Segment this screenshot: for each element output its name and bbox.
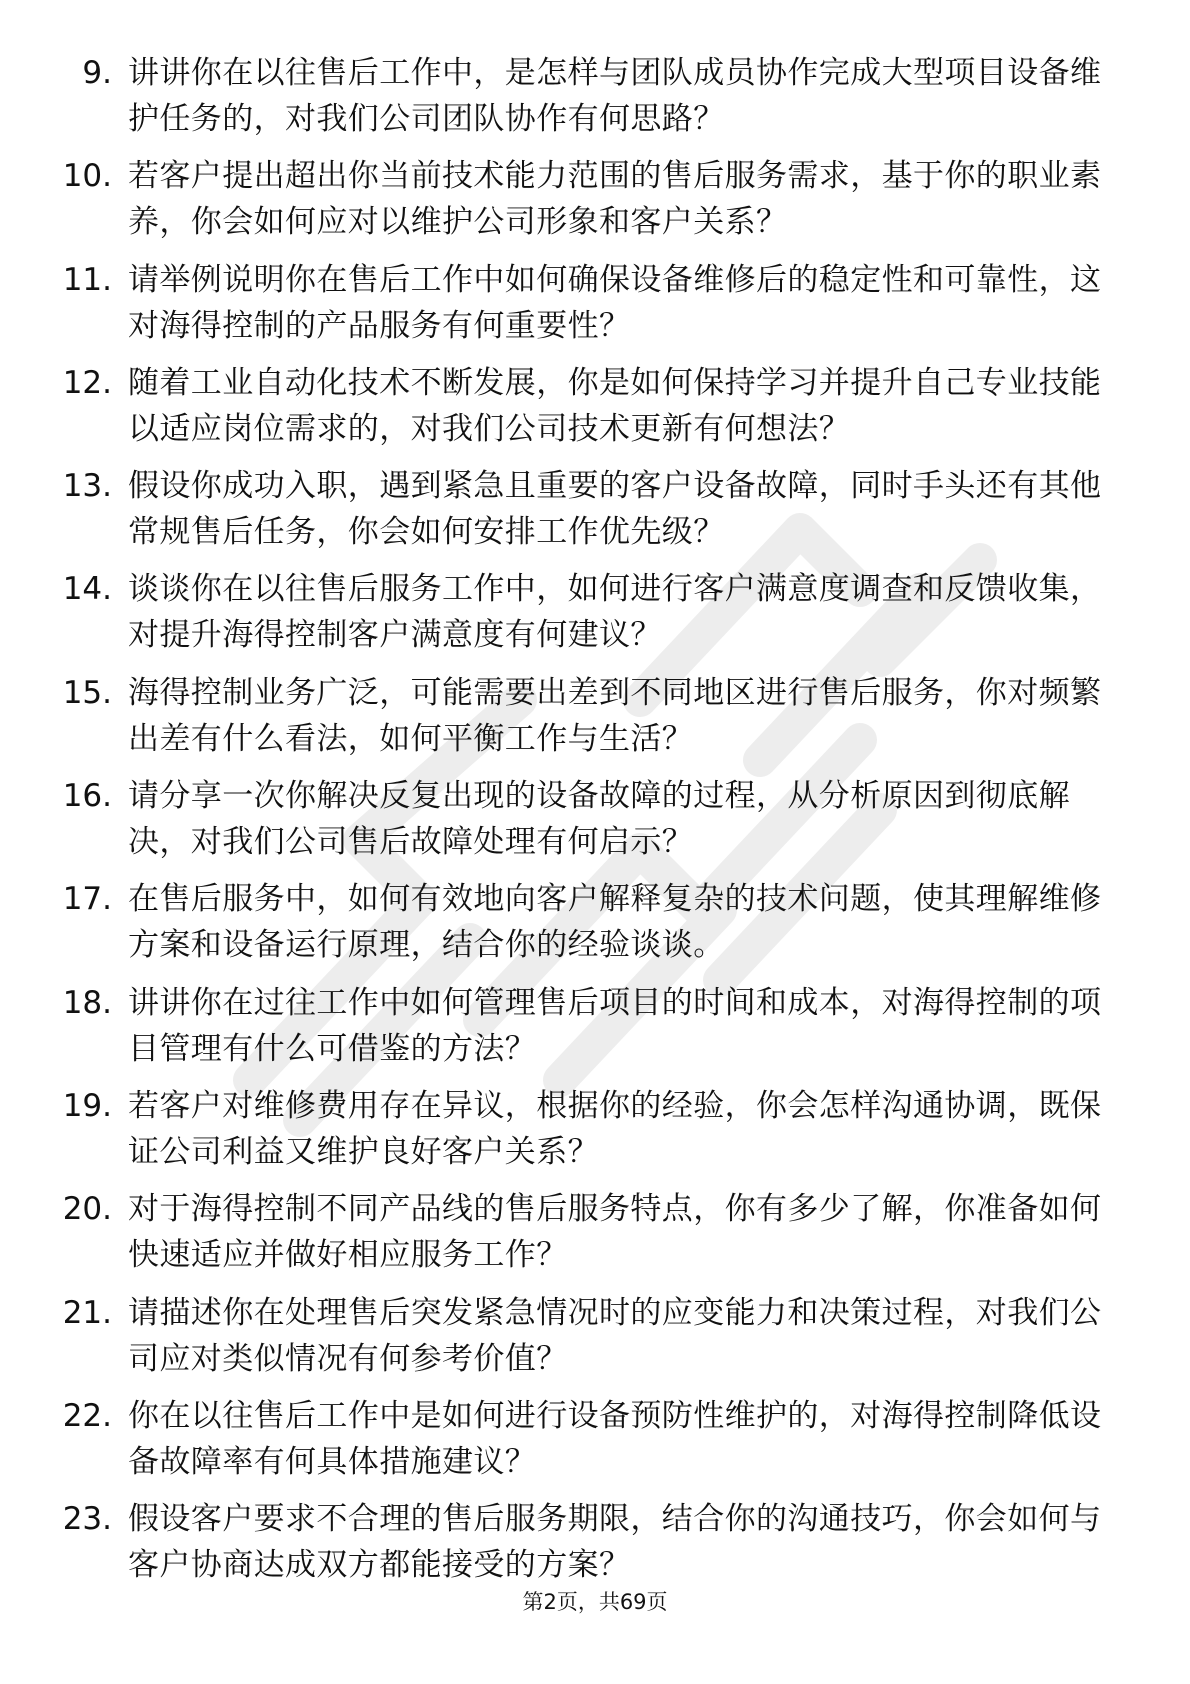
question-text: 对于海得控制不同产品线的售后服务特点，你有多少了解，你准备如何快速适应并做好相应服务工作？ [128, 1191, 1102, 1274]
question-number: 21. [62, 1294, 112, 1331]
question-item [0, 566, 1190, 669]
question-item [0, 980, 1190, 1083]
question-item [0, 463, 1190, 566]
question-item [0, 1496, 1190, 1599]
page-number-footer: 第2页，共69页 [522, 1590, 668, 1614]
question-number: 11. [62, 261, 112, 298]
question-item [0, 1186, 1190, 1289]
question-item [0, 257, 1190, 360]
question-number: 23. [62, 1501, 112, 1538]
question-number: 14. [62, 571, 112, 608]
question-list [0, 50, 1190, 1599]
question-text: 谈谈你在以往售后服务工作中，如何进行客户满意度调查和反馈收集，对提升海得控制客户满意度有何建议？ [128, 571, 1102, 654]
question-number: 13. [62, 468, 112, 505]
question-number: 15. [62, 674, 112, 711]
question-item [0, 360, 1190, 463]
question-number: 18. [62, 984, 112, 1021]
question-text: 假设客户要求不合理的售后服务期限，结合你的沟通技巧，你会如何与客户协商达成双方都能接受的方案？ [128, 1501, 1102, 1584]
question-item [0, 670, 1190, 773]
question-number: 17. [62, 881, 112, 918]
question-number: 20. [62, 1191, 112, 1228]
question-text: 你在以往售后工作中是如何进行设备预防性维护的，对海得控制降低设备故障率有何具体措施建议？ [128, 1397, 1102, 1480]
question-text: 讲讲你在过往工作中如何管理售后项目的时间和成本，对海得控制的项目管理有什么可借鉴的方法？ [128, 984, 1102, 1067]
question-item [0, 1083, 1190, 1186]
question-text: 若客户提出超出你当前技术能力范围的售后服务需求，基于你的职业素养，你会如何应对以维护公司形象和客户关系？ [128, 158, 1102, 241]
question-text: 请举例说明你在售后工作中如何确保设备维修后的稳定性和可靠性，这对海得控制的产品服务有何重要性？ [128, 261, 1102, 344]
question-number: 22. [62, 1397, 112, 1434]
question-text: 假设你成功入职，遇到紧急且重要的客户设备故障，同时手头还有其他常规售后任务，你会如何安排工作优先级？ [128, 468, 1102, 551]
question-item [0, 773, 1190, 876]
question-item [0, 50, 1190, 153]
question-number: 16. [62, 778, 112, 815]
question-text: 海得控制业务广泛，可能需要出差到不同地区进行售后服务，你对频繁出差有什么看法，如何平衡工作与生活？ [128, 674, 1102, 757]
question-number: 12. [62, 364, 112, 401]
question-text: 在售后服务中，如何有效地向客户解释复杂的技术问题，使其理解维修方案和设备运行原理，结合你的经验谈谈。 [128, 881, 1102, 964]
question-item [0, 153, 1190, 256]
question-text: 请描述你在处理售后突发紧急情况时的应变能力和决策过程，对我们公司应对类似情况有何参考价值？ [128, 1294, 1102, 1377]
question-text: 随着工业自动化技术不断发展，你是如何保持学习并提升自己专业技能以适应岗位需求的，对我们公司技术更新有何想法？ [128, 364, 1102, 447]
question-item [0, 1290, 1190, 1393]
question-text: 讲讲你在以往售后工作中，是怎样与团队成员协作完成大型项目设备维护任务的，对我们公司团队协作有何思路？ [128, 55, 1102, 137]
question-number: 10. [62, 158, 112, 195]
question-text: 若客户对维修费用存在异议，根据你的经验，你会怎样沟通协调，既保证公司利益又维护良好客户关系？ [128, 1087, 1102, 1170]
question-item [0, 876, 1190, 979]
question-text: 请分享一次你解决反复出现的设备故障的过程，从分析原因到彻底解决，对我们公司售后故障处理有何启示？ [128, 778, 1070, 861]
question-number: 19. [62, 1087, 112, 1124]
question-item [0, 1393, 1190, 1496]
question-number: 9. [82, 55, 112, 91]
